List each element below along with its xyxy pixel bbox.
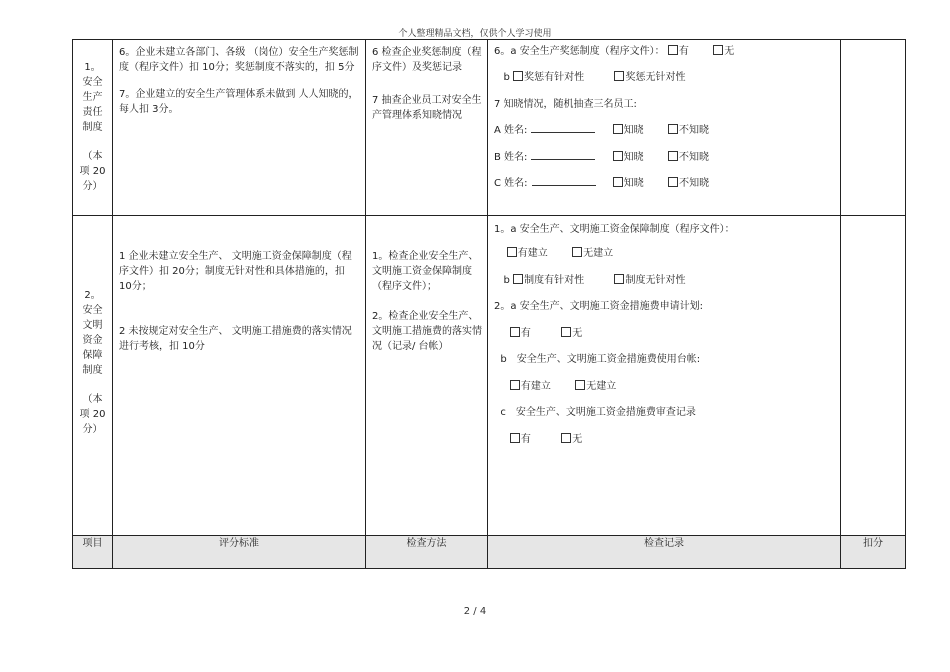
checkbox[interactable] bbox=[510, 433, 520, 443]
name-row: C 姓名: 知晓 不知晓 bbox=[494, 171, 836, 198]
checkbox[interactable] bbox=[575, 380, 585, 390]
method-text: 2。检查企业安全生产、文明施工措施费的落实情况（记录/ 台帐） bbox=[372, 311, 482, 352]
checkbox[interactable] bbox=[561, 433, 571, 443]
item-label: 1。 安全 生产 责任 制度 （本 项 20 分） bbox=[79, 62, 106, 192]
checkbox[interactable] bbox=[510, 327, 520, 337]
checkbox[interactable] bbox=[561, 327, 571, 337]
name-row: A 姓名: 知晓 不知晓 bbox=[494, 118, 836, 145]
checkbox[interactable] bbox=[613, 124, 623, 134]
criteria-text: 2 未按规定对安全生产、 文明施工措施费的落实情况进行考核，扣 10分 bbox=[119, 326, 352, 352]
method-text: 7 抽查企业员工对安全生产管理体系知晓情况 bbox=[372, 95, 482, 121]
header-method: 检查方法 bbox=[366, 536, 488, 569]
checkbox[interactable] bbox=[572, 247, 582, 257]
inspection-table bbox=[72, 39, 906, 569]
checkbox[interactable] bbox=[668, 177, 678, 187]
method-cell bbox=[366, 40, 488, 216]
checkbox[interactable] bbox=[510, 380, 520, 390]
item-label: 2。 安全 文明 资金 保障 制度 （本 项 20 分） bbox=[79, 290, 106, 435]
deduction-cell[interactable] bbox=[841, 40, 906, 216]
table-row bbox=[73, 40, 906, 216]
deduction-cell[interactable] bbox=[841, 216, 906, 536]
checkbox[interactable] bbox=[613, 177, 623, 187]
header-deduction: 扣分 bbox=[841, 536, 906, 569]
column-header-row bbox=[73, 536, 906, 569]
method-text: 1。检查企业安全生产、文明施工资金保障制度（程序文件）； bbox=[372, 251, 479, 292]
criteria-text: 6。企业未建立各部门、各级 （岗位）安全生产奖惩制度（程序文件）扣 10分；奖惩制度不落实的，扣 5分 bbox=[119, 47, 359, 73]
header-item: 项目 bbox=[73, 536, 113, 569]
record-cell: 6。a 安全生产奖惩制度（程序文件）： 有 无 b 奖惩有针对性 奖惩无针对性 7 知晓情况，随机抽查三名员工: A 姓名: 知晓 不知晓 B 姓名: 知晓 不知晓 C 姓名: 知晓 不知晓 bbox=[488, 40, 841, 216]
checkbox[interactable] bbox=[668, 45, 678, 55]
record-cell: 1。a 安全生产、文明施工资金保障制度（程序文件）： 有建立 无建立 b 制度有针对性 制度无针对性 2。a 安全生产、文明施工资金措施费申请计划: 有 无 b 安全生产、文明施工资金措施费使用台帐: 有建立 无建立 c 安全生产、文明施工资金措施费审查记录 有 无 bbox=[488, 216, 841, 536]
checkbox[interactable] bbox=[513, 274, 523, 284]
criteria-text: 7。企业建立的安全生产管理体系未做到 人人知晓的，每人扣 3分。 bbox=[119, 89, 359, 115]
header-record: 检查记录 bbox=[488, 536, 841, 569]
criteria-cell bbox=[113, 216, 366, 536]
name-row: B 姓名: 知晓 不知晓 bbox=[494, 145, 836, 172]
page-number: 2 / 4 bbox=[463, 606, 487, 617]
header-criteria: 评分标准 bbox=[113, 536, 366, 569]
checkbox[interactable] bbox=[507, 247, 517, 257]
page-header-note: 个人整理精品文档，仅供个人学习使用 bbox=[398, 29, 552, 39]
checkbox[interactable] bbox=[613, 151, 623, 161]
method-text: 6 检查企业奖惩制度（程序文件）及奖惩记录 bbox=[372, 47, 482, 73]
method-cell bbox=[366, 216, 488, 536]
checkbox[interactable] bbox=[713, 45, 723, 55]
item-cell bbox=[73, 40, 113, 216]
name-input-line[interactable] bbox=[531, 122, 595, 133]
criteria-text: 1 企业未建立安全生产、 文明施工资金保障制度（程序文件）扣 20分；制度无针对性和具体措施的，扣 10分； bbox=[119, 251, 352, 292]
checkbox[interactable] bbox=[668, 124, 678, 134]
checkbox[interactable] bbox=[614, 274, 624, 284]
checkbox[interactable] bbox=[614, 71, 624, 81]
name-input-line[interactable] bbox=[531, 149, 595, 160]
checkbox[interactable] bbox=[668, 151, 678, 161]
table-row bbox=[73, 216, 906, 536]
criteria-cell bbox=[113, 40, 366, 216]
checkbox[interactable] bbox=[513, 71, 523, 81]
item-cell bbox=[73, 216, 113, 536]
name-input-line[interactable] bbox=[532, 175, 596, 186]
